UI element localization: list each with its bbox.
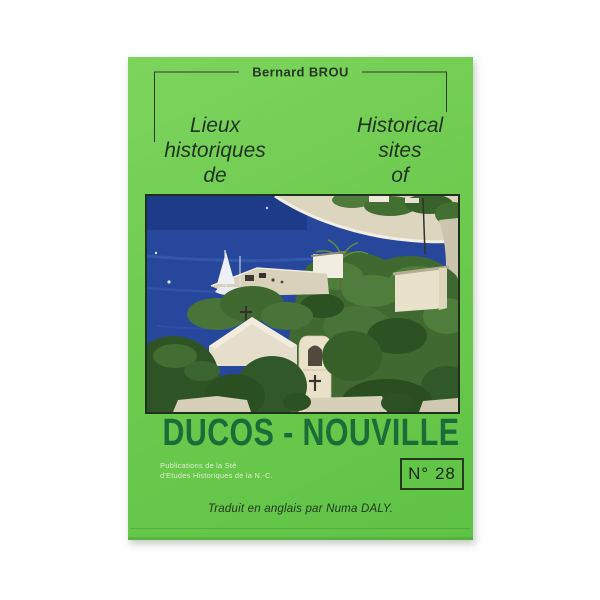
main-title: DUCOS - NOUVILLE xyxy=(162,412,460,454)
cover-photo xyxy=(145,194,460,414)
title-french xyxy=(140,113,290,188)
title-english-line: Historical xyxy=(356,114,444,137)
issue-number-text: N° 28 xyxy=(408,464,456,483)
title-english-line: sites xyxy=(378,139,422,162)
title-english-line: of xyxy=(391,164,409,187)
issue-number-badge xyxy=(400,458,464,490)
cover-frame-top xyxy=(154,65,447,80)
frame-rule-right xyxy=(362,72,447,73)
publisher-credit-line: d'Etudes Historiques de la N.-C. xyxy=(160,471,273,480)
title-english xyxy=(330,113,470,188)
title-french-line: historiques xyxy=(164,139,266,162)
frame-rule-left xyxy=(154,72,239,73)
book-cover xyxy=(128,57,473,540)
title-french-line: Lieux xyxy=(189,114,241,137)
translation-credit: Traduit en anglais par Numa DALY. xyxy=(207,503,394,515)
coastal-scene-illustration xyxy=(147,196,458,412)
publisher-credit-line: Publications de la Sté xyxy=(160,461,237,470)
frame-rule-side-right xyxy=(446,72,447,112)
title-french-line: de xyxy=(203,164,227,187)
publisher-credit xyxy=(160,461,273,481)
author-name: Bernard BROU xyxy=(252,64,349,80)
